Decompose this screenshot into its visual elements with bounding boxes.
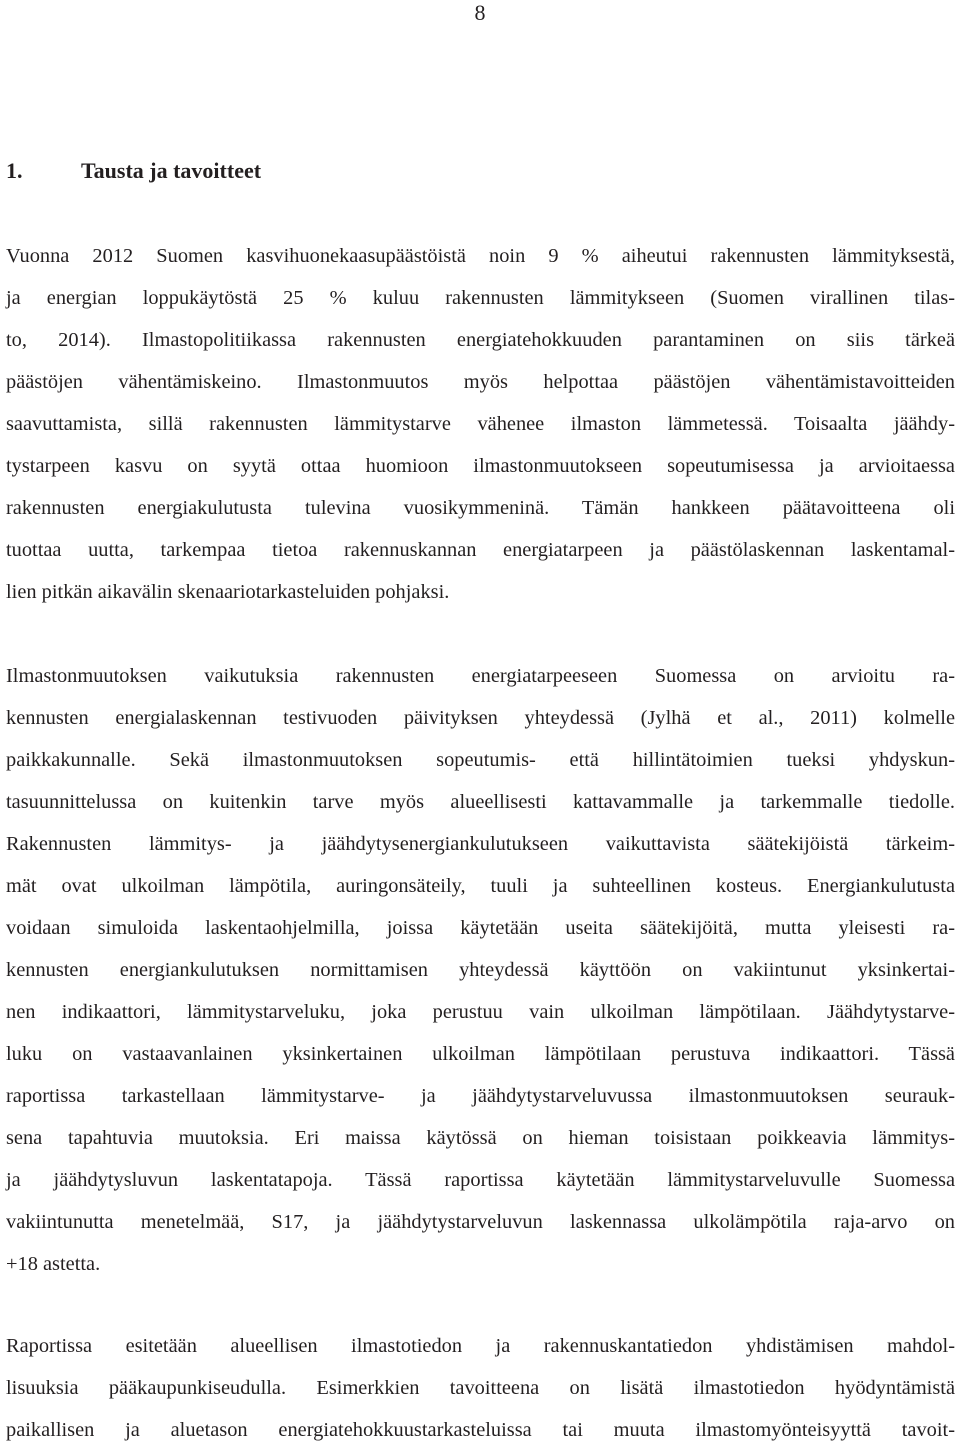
page-number: 8: [474, 0, 486, 25]
text-line: ja energian loppukäytöstä 25 % kuluu rakennusten lämmitykseen (Suomen virallinen tilas-: [6, 287, 955, 309]
section-title: Tausta ja tavoitteet: [81, 158, 262, 183]
text-line: lisuuksia pääkaupunkiseudulla. Esimerkkien tavoitteena on lisätä ilmastotiedon hyödyntämistä: [6, 1377, 955, 1399]
text-line: Raportissa esitetään alueellisen ilmastotiedon ja rakennuskantatiedon yhdistämisen mahdol-: [6, 1335, 955, 1357]
text-line: paikkakunnalle. Sekä ilmastonmuutoksen sopeutumis- että hillintätoimien tueksi yhdyskun-: [6, 749, 955, 771]
text-line: tystarpeen kasvu on syytä ottaa huomioon ilmastonmuutokseen sopeutumisessa ja arvioitaessa: [6, 455, 955, 477]
text-line: vakiintunutta menetelmää, S17, ja jäähdytystarveluvun laskennassa ulkolämpötila raja-arvo on: [6, 1211, 955, 1233]
text-line: saavuttamista, sillä rakennusten lämmitystarve vähenee ilmaston lämmetessä. Toisaalta jäähdy-: [6, 413, 955, 435]
paragraph-report-scope: [6, 1325, 955, 1451]
paragraph-climate-impacts: [6, 655, 955, 1285]
text-line: raportissa tarkastellaan lämmitystarve- ja jäähdytystarveluvussa ilmastonmuutoksen seurauk-: [6, 1085, 955, 1107]
text-line: Rakennusten lämmitys- ja jäähdytysenergiankulutukseen vaikuttavista säätekijöistä tärkeim-: [6, 833, 955, 855]
section-heading: [6, 157, 261, 185]
text-line: tasuunnittelussa on kuitenkin tarve myös alueellisesti kattavammalle ja tarkemmalle tiedolle.: [6, 791, 955, 813]
text-line: kennusten energialaskennan testivuoden päivityksen yhteydessä (Jylhä et al., 2011) kolmelle: [6, 707, 955, 729]
text-line: luku on vastaavanlainen yksinkertainen ulkoilman lämpötilaan perustuva indikaattori. Tässä: [6, 1043, 955, 1065]
text-line: lien pitkän aikavälin skenaariotarkasteluiden pohjaksi.: [6, 581, 450, 603]
text-line: kennusten energiankulutuksen normittamisen yhteydessä käyttöön on vakiintunut yksinkertai-: [6, 959, 955, 981]
text-line: voidaan simuloida laskentaohjelmilla, joissa käytetään useita säätekijöitä, mutta yleisesti ra-: [6, 917, 955, 939]
section-number: 1.: [6, 158, 23, 183]
text-line: mät ovat ulkoilman lämpötila, auringonsäteily, tuuli ja suhteellinen kosteus. Energiankulutusta: [6, 875, 955, 897]
paragraph-background: [6, 235, 955, 613]
text-line: to, 2014). Ilmastopolitiikassa rakennusten energiatehokkuuden parantaminen on siis tärkeä: [6, 329, 955, 351]
text-line: nen indikaattori, lämmitystarveluku, joka perustuu vain ulkoilman lämpötilaan. Jäähdytystarve-: [6, 1001, 955, 1023]
text-line: tuottaa uutta, tarkempaa tietoa rakennuskannan energiatarpeen ja päästölaskennan laskentamal-: [6, 539, 955, 561]
text-line: Vuonna 2012 Suomen kasvihuonekaasupäästöistä noin 9 % aiheutui rakennusten lämmityksestä,: [6, 245, 955, 267]
text-line: +18 astetta.: [6, 1253, 101, 1275]
text-line: paikallisen ja aluetason energiatehokkuustarkasteluissa tai muuta ilmastomyönteisyyttä tavoit-: [6, 1419, 955, 1441]
text-line: rakennusten energiakulutusta tulevina vuosikymmeninä. Tämän hankkeen päätavoitteena oli: [6, 497, 955, 519]
text-line: Ilmastonmuutoksen vaikutuksia rakennusten energiatarpeeseen Suomessa on arvioitu ra-: [6, 665, 955, 687]
text-line: ja jäähdytysluvun laskentatapoja. Tässä raportissa käytetään lämmitystarveluvulle Suomessa: [6, 1169, 955, 1191]
text-line: päästöjen vähentämiskeino. Ilmastonmuutos myös helpottaa päästöjen vähentämistavoitteiden: [6, 371, 955, 393]
text-line: sena tapahtuvia muutoksia. Eri maissa käytössä on hieman toisistaan poikkeavia lämmitys-: [6, 1127, 955, 1149]
